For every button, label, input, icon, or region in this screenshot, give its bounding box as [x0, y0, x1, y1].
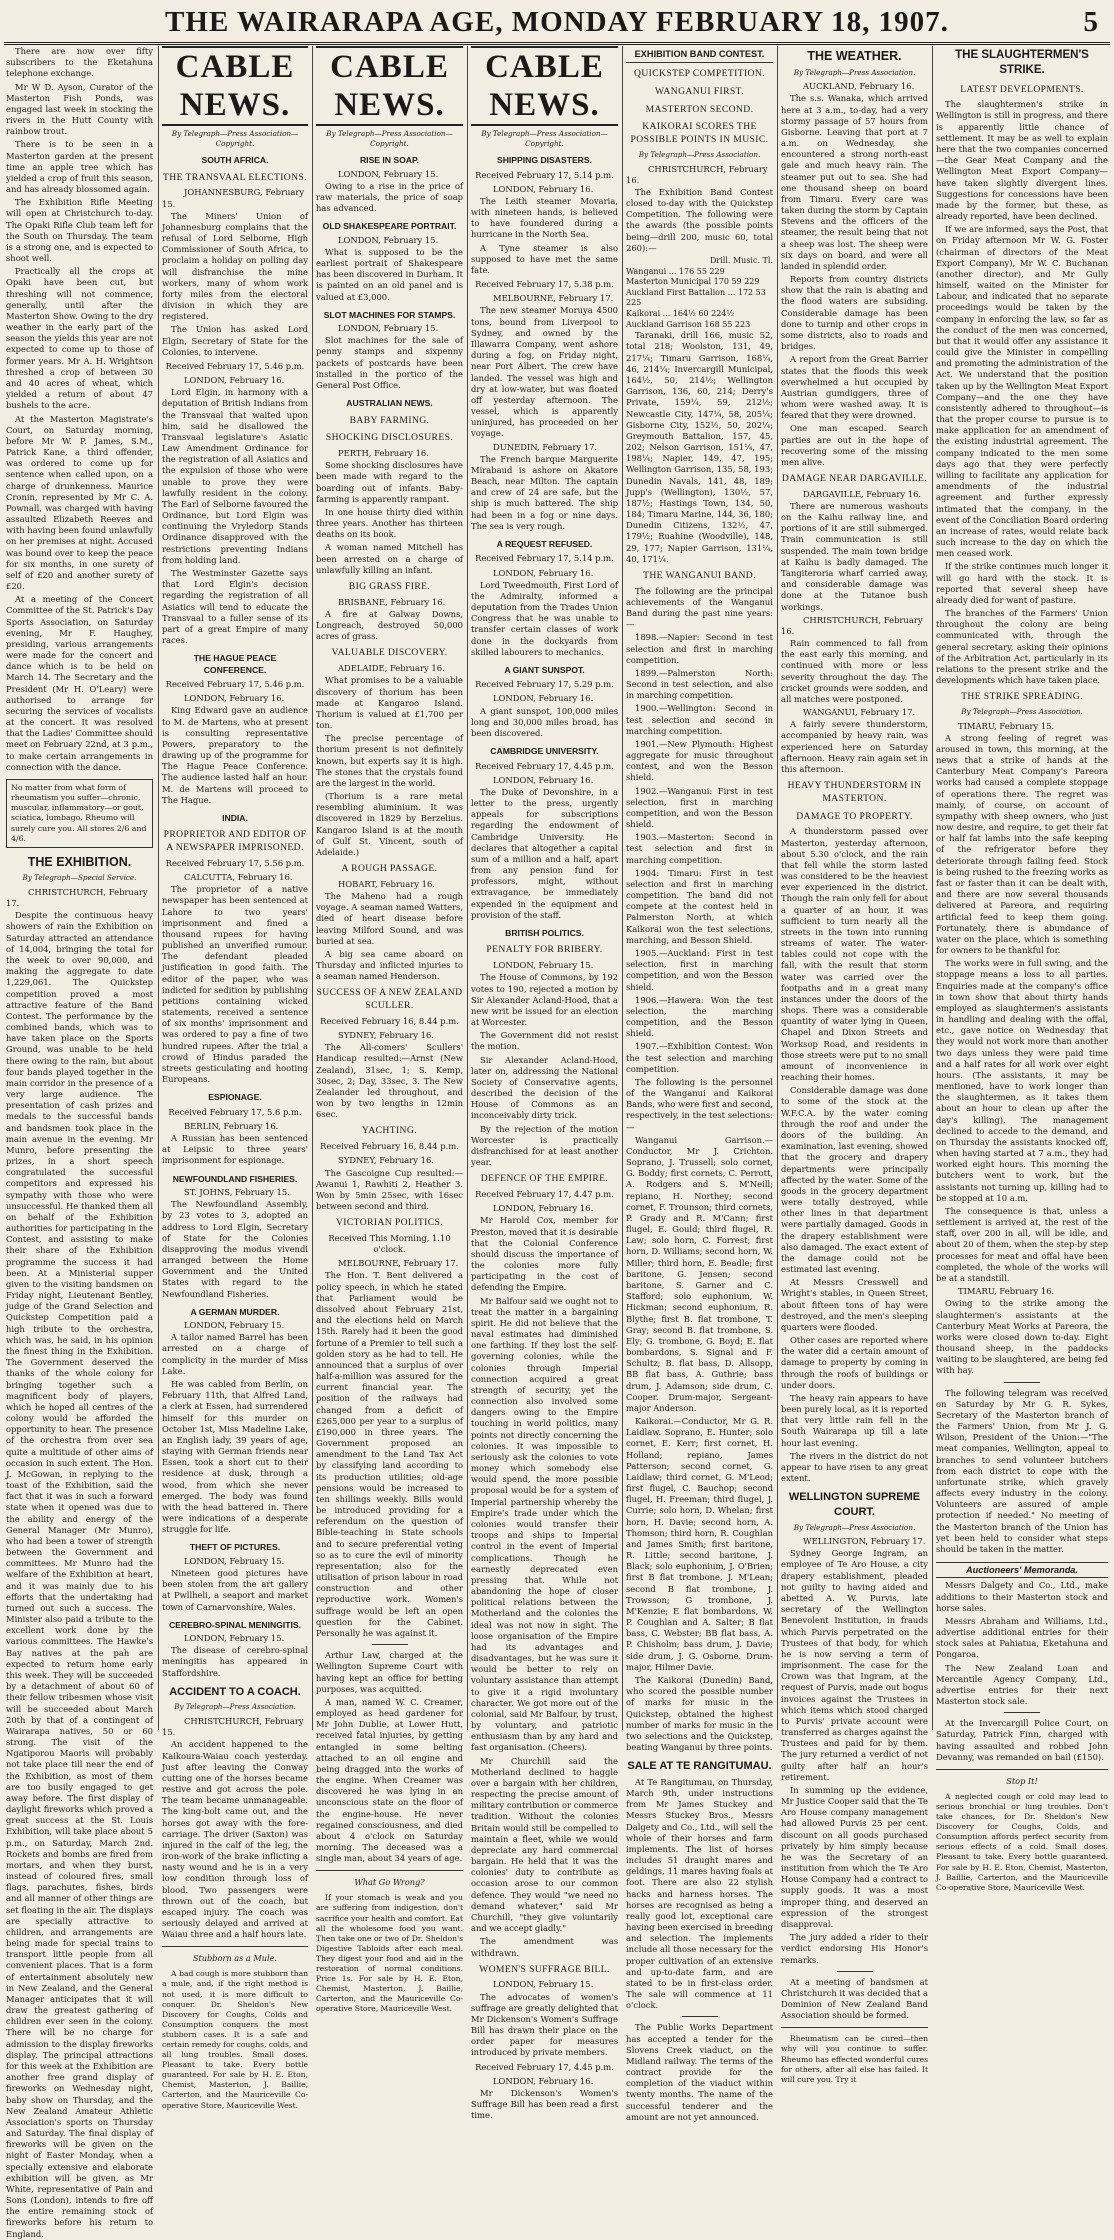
subheading: A ROUGH PASSAGE. [341, 863, 438, 875]
article-paragraph: The Leith steamer Movaria, with nineteen hands, is believed to have foundered during a hurricane in the North Sea. [471, 195, 618, 240]
cable-news-banner: CABLE NEWS. [162, 46, 308, 126]
section-heading: CAMBRIDGE UNIVERSITY. [490, 746, 599, 757]
received-time: Received February 17, 5.46 p.m. [165, 360, 305, 371]
article-paragraph: By the rejection of the motion Worcester is practically disfranchised for at least another year. [471, 1123, 618, 1168]
received-time: Received February 17, 5.56 p.m. [165, 857, 305, 868]
article-paragraph: At a meeting of the Concert Committee of the St. Patrick's Day Sports Association, on Saturday evening, Mr F. Haughey, presiding, various arrangements were made for the concert and dance which is to be held on March 14. The Secretary and the President (Mr H. O'Leary) were authorised to arrange for securing the services of vocalists at the concert. It was resolved that the Ladies' Committee should meet on February 22nd, at 3 p.m., to make certain arrangements in connection with the dance. [6, 594, 153, 772]
article-paragraph: If the strike continues much longer it will go hard with the stock. It is reported that several sheep have already died for want of pasture. [936, 561, 1108, 605]
results-row: Kaikorai ... 164½ 60 224½ [626, 309, 735, 319]
page-number: 5 [1083, 6, 1098, 38]
subheading: WOMEN'S SUFFRAGE BILL. [479, 1963, 610, 1975]
section-heading: A GERMAN MURDER. [190, 1306, 280, 1317]
dateline: TIMARU, February 15. [958, 720, 1055, 731]
results-row: Auckland First Battalion ... 172 53 225 [626, 287, 766, 308]
section-heading: EXHIBITION BAND CONTEST. [626, 48, 773, 63]
advert-heading: Stop It! [1006, 1775, 1038, 1786]
masthead [4, 4, 1110, 45]
subheading: HEAVY THUNDERSTORM IN MASTERTON. [787, 780, 922, 804]
subheading: BABY FARMING. [349, 414, 430, 426]
article-paragraph: Mr W D. Ayson, Curator of the Masterton Fish Ponds, was engaged last week in stocking the rivers in the Hutt County with rainbow trout. [6, 81, 153, 137]
dateline: PERTH, February 16. [338, 448, 429, 459]
article-paragraph: The House of Commons, by 192 votes to 190, rejected a motion by Sir Alexander Acland-Hood, that a new writ be issued for an election at Worcester. [471, 972, 618, 1028]
article-paragraph: Mr Balfour said we ought not to treat the matter in a bargaining spirit. He did not believe that the naval estimates had diminished one farthing. If they lost the self-governing colonies, while the colonies through Imperial connection acquired a great strength of security, yet the connection also involved some dangers owing to the Empire touching in world politics, many points not directly concerning the colonies. It was impossible to seriously ask the colonies to vote money which somebody else would spend, the more possible proposal would be for a system of Imperial partnership whereby the Empire's trade under which the colonies would transfer their troops and ships to Imperial control in the event of Imperial complications. Though he earnestly deprecated even pressing that. While not abandoning the hope of closer political relations between the Motherland and the colonies the ideal was not now in sight. The loose organisation of the Empire had its advantages and disadvantages, but he was sure it would be better to rely on voluntary assistance than attempt to give it a rigid involuntary character. We got more out of the colonial, said Mr Balfour, by trust, by voluntary, and patriotic enthusiasm than by any hard and fast organisation. (Cheers). [471, 1295, 618, 1753]
article-paragraph: The works were in full swing, and the stoppage means a loss to all parties. Enquiries made at the company's office in town show that about thirty hands employed as slaughtermen's assistants in handling and dealing with the offal, etc., gave notice on Wednesday that they would not work more than another two days unless they were paid time and a half rates for all work over eight hours. (The assistants, it may be mentioned, have to work longer than the slaughtermen, as it takes them about an hour to clean up after the day's killing). The management declined to accede to the demand, and on Thursday the assistants knocked off, when having started at 7 a.m., they had worked eight hours. This morning the butchers went to work, but the assistants not turning up, killing had to be stopped at 10 a.m. [936, 958, 1108, 1203]
column-cable-news-3 [471, 46, 618, 2121]
divider [781, 2027, 928, 2028]
dateline: LONDON, February 15. [338, 323, 439, 334]
article-paragraph: Sir Alexander Acland-Hood, later on, addressing the National Society of Conservative agents, described the decision of the House of Commons as an inconceivably dirty trick. [471, 1054, 618, 1121]
rheumo-advert: No matter from what form of rheumatism you suffer—chronic, muscular, inflammatory—or gout, sciatica, lumbago, Rheumo will surely cure you. All stores 2/6 and 4/6. [6, 779, 153, 848]
dateline: CALCUTTA, February 16. [184, 872, 293, 883]
divider [936, 1769, 1108, 1770]
dateline: WANGANUI, February 17. [803, 707, 916, 718]
section-heading: WELLINGTON SUPREME COURT. [788, 1491, 921, 1518]
article-paragraph: A Tyne steamer is also supposed to have met the same fate. [471, 242, 618, 275]
article-paragraph: A giant sunspot, 100,000 miles long and 30,000 miles broad, has been discovered. [471, 705, 618, 738]
dateline: WELLINGTON, February 17. [803, 1536, 926, 1547]
article-paragraph: Reports from country districts show that the rain is abating and the flood waters are subsiding. Considerable damage has been done to turnip and other crops in some districts, also to roads and bridges. [781, 274, 928, 352]
article-paragraph: The Exhibition Rifle Meeting will open at Christchurch to-day. The Opaki Rifle Club team left for the South on Thursday. The team is a strong one, and is expected to shoot well. [6, 197, 153, 264]
subheading: SHOCKING DISCLOSURES. [325, 432, 454, 444]
article-paragraph: The Exhibition Band Contest closed to-day with the Quickstep Competition. The following were the awards (the possible points being—drill 200, music 60, total 260):— [626, 186, 773, 253]
article-paragraph: 1901.—New Plymouth: Highest aggregate for music throughout contest, and won the Besson shield. [626, 738, 773, 783]
dateline: CHRISTCHURCH, February 17. [6, 886, 148, 909]
article-paragraph: One man escaped. Search parties are out in the hope of recovering some of the missing men alive. [781, 423, 928, 467]
byline: By Telegraph—Press Association. [638, 149, 761, 159]
article-paragraph: The precise percentage of thorium present is not definitely known, but experts say it is high. The stones that the crystals found are the largest in the world. [316, 733, 463, 788]
subheading: VALUABLE DISCOVERY. [331, 647, 448, 659]
advert-text: A neglected cough or cold may lead to serious bronchial or lung troubles. Don't take chances, for Dr. Sheldon's New Discovery for Coughs, Colds, and Consumption affords perfect security from serious effects of a cold. Small doses. Pleasant to take. Every bottle guaranteed. For sale by H. E. Eton, Chemist, Masterton, J. Baillie, Carterton, and the Mauriceville Co-operative Store, Mauriceville West. [936, 1791, 1108, 1892]
article-paragraph: Taranaki, drill 166, music 52, total 218; Woolston, 131, 49, 217¼; Timaru Garrison, 168¼, 46, 214¼; Invercargill Municipal, 164½, 50, 214½; Wellington Garrison, 136, 60, 214; Derry's Private, 159¼, 59, 212½; Newcastle City, 147¼, 58, 205¼; Gisborne City, 152½, 50, 202¼; Greymouth Battalion, 157, 45, 202; Nelson Garrison, 151¼, 47, 198¼; Napier, 149, 47, 195; Wellington Garrison, 135, 58, 193; Dunedin Navals, 141, 48, 189; Jupp's (Wellington), 130½, 57, 187½; Hastings Town, 134, 50, 184; Timaru Marine, 144, 36, 180; Dunedin Citizens, 132½, 47, 179½; Ruahine (Woodville), 148, 29, 177; Napier Garrison, 131¼, 40, 171¼. [626, 330, 773, 564]
article-paragraph: Nineteen good pictures have been stolen from the art gallery at Pwllheli, a seaport and market town of Carnarvonshire, Wales. [162, 1568, 308, 1612]
column-slaughtermen-strike [936, 46, 1108, 1892]
divider [1004, 1712, 1040, 1713]
section-heading: SOUTH AFRICA. [201, 155, 269, 166]
section-heading: THE SLAUGHTERMEN'S STRIKE. [955, 49, 1089, 77]
article-paragraph: Messrs Dalgety and Co., Ltd., make additions to their Masterton stock and horse sales. [936, 1580, 1108, 1613]
article-paragraph: The advocates of women's suffrage are greatly delighted that Mr Dickenson's Women's Suffrage Bill has drawn their place on the order paper for measures introduced by private members. [471, 1991, 618, 2058]
dateline: JOHANNESBURG, February 15. [162, 187, 305, 209]
advert-heading: Stubborn as a Mule. [192, 1953, 278, 1964]
article-paragraph: Sydney George Ingram, an employee of Te Aro House, a city drapery establishment, pleaded not guilty to having aided and abetted A. W. Purvis, late secretary of the Wellington Benevolent Institution, in frauds which Purvis perpetrated on the Trustees of that body, for which he is now serving a term of imprisonment. The case for the Crown was that Ingram, at the request of Purvis, made out bogus invoices against the Trustees in which items which stood charged to Purvis' private account were transferred as charges against the Trustees and paid for by them. The jury returned a verdict of not guilty after half an hour's retirement. [781, 1548, 928, 1782]
article-paragraph: A thunderstorm passed over Masterton, yesterday afternoon, about 5.30 o'clock, and the rain that fell while the storm lasted was considered to be the heaviest ever experienced in the district. Though the rain only fell for about a quarter of an hour, it was sufficient to turn nearly all the streets in the town into running streams of water. The water-tables could not cope with the fall, with the result that storm water was carried over the footpaths and in a great many instances under the doors of the shops. There was a considerable quantity of water lying in Queen, Chapel and Dixon Streets and Worksop Road, and residents in those streets were put to no small amount of inconvenience in reaching their homes. [781, 826, 928, 1083]
dateline: TIMARU, February 16. [958, 1286, 1055, 1297]
column-local-news [6, 46, 153, 2239]
received-time: Received February 17, 5.14 p.m. [475, 169, 614, 180]
article-paragraph: 1904: Timaru: First in test selection and first in marching competition. The band did not compete at the contest held in Palmerston North, at which Kaikorai won the test selections, marching, and Besson Shield. [626, 867, 773, 945]
subheading: YACHTING. [361, 1125, 418, 1137]
divider [1004, 1382, 1040, 1383]
section-heading: THEFT OF PICTURES. [189, 1542, 281, 1553]
article-paragraph: A fairly severe thunderstorm, accompanied by heavy rain, was experienced here on Saturday afternoon. Heavy rain again set in this afternoon. [781, 719, 928, 774]
subheading: QUICKSTEP COMPETITION. [633, 68, 766, 80]
section-heading: SALE AT TE RANGITUMAU. [627, 1760, 772, 1773]
subheading: VICTORIAN POLITICS. [335, 1217, 444, 1229]
byline: By Telegraph—Press Association. [793, 1522, 916, 1532]
advert-text: If your stomach is weak and you are suffering from indigestion, don't sacrifice your health and comfort. Eat all the wholesome food you want. Then take one or two of Dr. Sheldon's Digestive Tabloids after each meal. They digest your food and aid in the restoration of normal conditions. Price 1s. For sale by H. E. Eton, Chemist, Masterton, J. Baillie, Carterton, and the Mauriceville Co-operative Store, Mauriceville West. [316, 1893, 463, 2014]
article-paragraph: Other cases are reported where the water did a certain amount of damage to property by coming in through the roofs of buildings or under doors. [781, 1335, 928, 1390]
results-row: Wanganui ... 176 55 229 [626, 266, 725, 276]
article-paragraph: The proprietor of a native newspaper has been sentenced at Lahore to two years' imprisonment and fined a thousand rupees for having published an unverified rumour. The defendant pleaded justification in good faith. The editor of the paper, who was indicted for sedition by publishing petitions containing wicked statements, received a sentence of six months' imprisonment and was ordered to pay a fine of two hundred rupees. After the trial a crowd of Hindus paraded the streets gesticulating and hooting Europeans. [162, 884, 308, 1085]
byline: By Telegraph—Press Association. [793, 67, 916, 77]
article-paragraph: The Duke of Devonshire, in a letter to the press, urgently appeals for subscriptions regarding the endowment of Cambridge University. He declares that altogether a capital sum of a million and a half, apart from any pension fund for professors, might, without extravagance, be immediately expended in the equipment and provision of the staff. [471, 786, 618, 920]
dateline: HOBART, February 16. [338, 878, 435, 889]
received-time: Received February 17, 4.45 p.m. [475, 2061, 614, 2072]
dateline: LONDON, February 16. [493, 183, 594, 194]
byline: By Telegraph—Press Association—Copyright. [326, 129, 453, 148]
article-paragraph: Mr Harold Cox, member for Preston, moved that it is desirable that the Colonial Conference should discuss the importance of the colonies more fully participating in the cost of defending the Empire. [471, 1215, 618, 1293]
subheading: MASTERTON SECOND. [645, 103, 754, 115]
article-paragraph: 1900.—Wellington: Second in test selection and second in marching competition. [626, 703, 773, 736]
advert-text: A bad cough is more stubborn than a mule, and, if the right method is not used, it is more difficult to conquer. Dr. Sheldon's New Discovery for Coughs, Colds and Consumption conquers the most stubborn cases. It is a safe and certain remedy for coughs, colds, and all lung troubles. Small doses. Pleasant to take. Every bottle guaranteed. For sale by H. E. Eton, Chemist, Masterton, J. Baillie, Carterton, and the Mauriceville Co-operative Store, Mauriceville West. [162, 1969, 308, 2110]
subheading: THE WANGANUI BAND. [643, 569, 756, 581]
section-heading: AUSTRALIAN NEWS. [346, 398, 433, 409]
section-heading: OLD SHAKESPEARE PORTRAIT. [322, 221, 457, 232]
received-time: Received February 17, 5.46 p.m. [165, 679, 305, 690]
column-cable-news-1 [162, 46, 308, 2110]
article-paragraph: The amendment was withdrawn. [471, 1936, 618, 1958]
article-paragraph: The Maheno had a rough voyage. A seaman named Watters, died of heart disease before leaving Milford Sound, and was buried at sea. [316, 891, 463, 946]
column-band-contest [626, 46, 773, 2122]
article-paragraph: Lord Elgin, in harmony with a deputation of British Indians from the Transvaal that waited upon him, said he disallowed the Transvaal legislature's Asiatic Law Amendment Ordinance for the registration of all Asiatics and the expulsion of those who were unable to prove they were lawfully resident in the colony. The Earl of Selborne favoured the Ordinance, but Lord Elgin was continuing the Vryledorp Stands Ordinance disapproved with the restrictions preventing Indians from holding land. [162, 387, 308, 565]
article-paragraph: Despite the continuous heavy showers of rain the Exhibition on Saturday attracted an attendance of 14,004, bringing the total for the week to over 90,000, and making the aggregate to date 1,229,061. The Quickstep competition proved a most attractive feature of the Band Contest. The performance by the combined bands, which was to have taken place on the Sports Ground, was unable to be held there owing to the rain, but about four bands played together in the main corridor in the presence of a very large audience. The presentation of cash prizes and medals to the successful bands and bandsmen took place in the main avenue in the evening. Mr Munro, before presenting the prizes, in a short speech congratulated the successful competitors and expressed his sympathy with those who were unsuccessful. He thanked them all on behalf of the Exhibition authorities for participating in the Contest, and assisting to make their share of the Exhibition programme the success it had been. At a Ministerial supper given to the visiting bandsmen on Friday night, Lieutenant Bentley, judge of the Grand Selection and Quickstep Competition paid a high tribute to the orchestra, which was, he said, in his opinion the finest thing in the Exhibition. The Government deserved the thanks of the whole colony for bringing together such a magnificent body of players, which he hoped all centres of the colony would be afforded the opportunity to hear. The presence of the orchestra from over sea quite a multitude of other aims of occasion in such extent. The Hon. J. McGowan, in replying to the toast of the Exhibition, said the fact that it was in such a forward state when it opened was due to the ability and energy of the General Manager (Mr Munro), who had been a tower of strength between the Government and committees. Mr Munro had the welfare of the Exhibition at heart, and it was mainly due to his efforts that the undertaking had turned out such a success. The Minister also paid a tribute to the excellent work done by the various committees. The Hawke's Bay natives at the pah are expected to return home early this week. They will be succeeded by a detachment of about 60 of their fellow tribesmen whose visit will be succeeded about March 20th by that of a contingent of Wairarapa natives, 50 or 60 strong. The visit of the Ngatiporou Maoris will probably not take place till near the end of the Exhibition, as most of them are too busily engaged to get away before. The first display of daylight fireworks which proved a great success at the St. Louis Exhibition, will take place about 5 p.m., on Saturday, March 2nd. Rockets and bombs are fired from mortars, and when they burst, instead of coloured fires, small flags, parachutes, fishes, birds and all manner of other things are set floating in the air. The displays are specially attractive to children, and arrangements are being made for special trains to transport little people from all convenient places. That is a form of entertainment absolutely new in New Zealand, and the General Manager anticipates that it will draw the greatest gathering of children ever seen in the colony. There will be no charge for admission to the display fireworks display. The principal attractions for this week at the Exhibition are another free grand display of fireworks on Wednesday night, baby show on Thursday, and the New Zealand Amateur Athletic Association's sports on Thursday and Saturday. The final display of fireworks will be given on the night of Easter Monday, when a specially extensive and elaborate exhibition will be given, as Mr White, representative of Pain and Sons (London), intends to fire off the entire remaining stock of fireworks before his return to England. [6, 910, 153, 2239]
article-paragraph: The slaughtermen's strike in Wellington is still in progress, and there is apparently little chance of settlement. It may be as well to explain here that the two companies concerned—the Gear Meat Company and the Wellington Meat Export Company—have taken slightly divergent lines. Suggestions for concessions have been made by the former, but these, as already reported, have been declined. [936, 99, 1108, 222]
byline: By Telegraph—Press Association. [961, 707, 1083, 716]
received-time: Received February 17, 4.47 p.m. [475, 1189, 614, 1199]
article-paragraph: The rivers in the district do not appear to have risen to any great extent. [781, 1450, 928, 1484]
article-paragraph: Practically all the crops at Opaki have been cut, but threshing will not commence, generally, until after the Masterton Show. Owing to the dry weather in the early part of the season the yields this year are not expected to come up to those of former years. Mr A. H. Wrightson threshed a crop of between 30 and 40 acres of wheat, which yielded a return of about 47 bushels to the acre. [6, 266, 153, 411]
column-rule [467, 46, 468, 1730]
received-time: Received February 17, 5.38 p.m. [475, 279, 614, 290]
newspaper-title: THE WAIRARAPA AGE, MONDAY FEBRUARY 18, 1907. [165, 6, 949, 38]
subheading: PROPRIETOR AND EDITOR OF A NEWSPAPER IMPRISONED. [163, 829, 307, 854]
divider [316, 1870, 463, 1871]
article-paragraph: The Public Works Department has accepted a tender for the Slovens Creek viaduct, on the Midland railway. The terms of the contract provide for the completion of the viaduct within twenty months. The name of the successful tenderer and the amount are not yet announced. [626, 2022, 773, 2122]
article-paragraph: The Gascoigne Cup resulted:—Awanui 1, Rawhiti 2, Heather 3. Won by 5min 25sec, with 16sec between second and third. [316, 1167, 463, 1212]
results-row: Auckland Garrison 168 55 223 [626, 319, 751, 329]
article-paragraph: A woman named Mitchell has been arrested on a charge of unlawfully killing an infant. [316, 542, 463, 575]
byline: By Telegraph—Press Association—Copyright. [171, 129, 299, 148]
dateline: MELBOURNE, February 17. [338, 1258, 459, 1269]
section-heading: CEREBRO-SPINAL MENINGITIS. [168, 1619, 302, 1630]
article-paragraph: A tailor named Barrel has been arrested on a charge of complicity in the murder of Miss Lake. [162, 1332, 308, 1376]
article-paragraph: The jury added a rider to their verdict endorsing His Honor's remarks. [781, 1932, 928, 1965]
received-time: Received February 16, 8.44 p.m. [320, 1141, 459, 1152]
received-time: Received February 17, 5.6 p.m. [168, 1106, 302, 1117]
subheading: LATEST DEVELOPMENTS. [960, 83, 1084, 95]
column-rule [932, 46, 933, 1730]
cable-news-banner: CABLE NEWS. [471, 46, 618, 126]
divider [837, 1971, 873, 1972]
article-paragraph: A strong feeling of regret was aroused in town, this morning, at the news that a strike of hands at the Canterbury Meat Company's Pareora works had caused a complete stoppage of operations there. The regret was mainly, of course, on account of sympathy with sheep owners, who just now desire, and require, to get their fat or half fat lambs into the safe keeping of the refrigerator before they deteriorate through failing feed. Stock is being rushed to the freezing works as fast or faster than it can be dealt with, and there are now several thousands delivered at Pareora, and requiring artificial feed to keep them going. Fortunately, there is abundance of water on the place, which is something for owners to be thankful for. [936, 732, 1108, 956]
article-paragraph: A report from the Great Barrier states that the floods this week overwhelmed a hut occupied by Austrian gumdiggers, three of whom were washed away. It is feared that they were drowned. [781, 354, 928, 421]
section-heading: RISE IN SOAP. [359, 155, 420, 166]
article-paragraph: There are numerous washouts on the Kaihu railway line, and portions of it are still submerged. Train communication is still suspended. The main town bridge at Kaihu is badly damaged. The Tangiteroria wharf carried away, and considerable damage was done at the Tutanoe bush workings. [781, 500, 928, 612]
section-heading: Auctioneers' Memoranda. [936, 1562, 1108, 1578]
dateline: LONDON, February 16. [184, 693, 285, 704]
article-paragraph: Kaikorai.—Conductor, Mr G. R. Laidlaw. Soprano, E. Hunter; solo cornet, E. Kerr; first cornet, H. Holland; repiano, James Patterson; second cornet, G. Laidlaw; third cornet, G. M'Leod; first flugel, C. Bauchop; second flugel, H. Freeman; third flugel, J. Currie; solo horn, D. Whelan; first horn, H. Davie; second horn, A. Thomson; third horn, R. Coughlan and James Smith; first baritone, R. Little; second baritone, J. Black; solo euphonium, J. O'Brien; first B flat trombone, J. M'Lean; second B flat trombone, J. Trowsson; G trombone, J. M'Kenzie; E flat bombardons, W. P. Coughlan and A. Salter; B flat bass, C. Webster; BB flat bass, A. P. Chisholm; bass drum, J. Davie; side drum, J. G. Osborne. Drum-major, Hilmer Davie. [626, 1416, 773, 1672]
article-paragraph: The Miners' Union of Johannesburg complains that the refusal of Lord Selborne, High Commissioner of South Africa, to proclaim a holiday on polling day will disfranchise the mine workers, many of whom work forty miles from the electoral division in which they are registered. [162, 210, 308, 322]
article-paragraph: At Messrs Cresswell and Wright's stables, in Queen Street, about fifteen tons of hay were destroyed, and the men's sleeping quarters were flooded. [781, 1277, 928, 1332]
column-rule [158, 46, 159, 1730]
dateline: LONDON, February 15. [493, 960, 594, 971]
section-heading: THE WEATHER. [807, 49, 902, 63]
dateline: DUNEDIN, February 17. [493, 441, 598, 452]
divider [372, 1644, 408, 1645]
section-heading: ESPIONAGE. [208, 1092, 262, 1103]
dateline: ST. JOHNS, February 15. [184, 1187, 290, 1197]
received-time: Received February 17, 5.14 p.m. [475, 553, 614, 564]
article-paragraph: Arthur Law, charged at the Wellington Supreme Court with having kept an office for betting purposes, was acquitted. [316, 1650, 463, 1694]
subheading: THE TRANSVAAL ELECTIONS. [162, 171, 307, 183]
article-paragraph: In one house thirty died within three years. Another has thirteen deaths on its book. [316, 506, 463, 540]
article-paragraph: The New Zealand Loan and Mercantile Agency Company, Ltd., advertise entries for their next Masterton stock sale. [936, 1662, 1108, 1707]
article-paragraph: At the Invercargill Police Court, on Saturday, Patrick Finn, charged with having assaulted and robbed John Devanny, was remanded on bail (£150). [936, 1718, 1108, 1762]
subheading: BIG GRASS FIRE. [348, 580, 431, 592]
article-paragraph: The Newfoundland Assembly, by 23 votes to 3, adopted an address to Lord Elgin, Secretary of State for the Colonies disapproving the modus vivendi arranged between the Home Government and the United States with regard to the Newfoundland Fisheries. [162, 1199, 308, 1299]
byline: By Telegraph—Special Service. [22, 873, 137, 883]
dateline: LONDON, February 16. [493, 567, 594, 578]
advert-text: Rheumatism can be cured—then why will you continue to suffer. Rheumo has effected wonderful cures for others, after all else has failed. It will cure you. Try it [781, 2034, 928, 2084]
received-time: Received February 17, 4.45 p.m. [475, 760, 614, 771]
dateline: AUCKLAND, February 16. [803, 81, 915, 92]
dateline: LONDON, February 16. [493, 1203, 594, 1214]
article-paragraph: 1906.—Hawera: Won the test selection, the marching competition, and the Besson shield. [626, 994, 773, 1039]
article-paragraph: The Kaikorai (Dunedin) Band, who scored the possible number of marks for music in the Quickstep, obtained the highest number of marks for music in the two selections and the Quickstep, beating Wanganui by three points. [626, 1675, 773, 1753]
article-paragraph: 1903.—Masterton: Second in test selection and first in marching competition. [626, 832, 773, 865]
dateline: LONDON, February 15. [184, 1633, 285, 1644]
dateline: CHRISTCHURCH, February 16. [626, 163, 768, 185]
article-paragraph: Rain commenced to fall from the east early this morning, and continued with more or less severity throughout the day. The cricket grounds were sodden, and all matches were postponed. [781, 638, 928, 704]
section-heading: THE EXHIBITION. [27, 854, 132, 869]
article-paragraph: The Government did not resist the motion. [471, 1030, 618, 1052]
article-paragraph: A man, named W. C. Creamer, employed as head gardener for Mr John Dublie, at Lower Hutt, received fatal injuries, by getting entangled in some belting attached to an oil engine and being dragged into the works of the engine. When Creamer was discovered he was lying in an unconscious state on the floor of the engine-house. He never regained consciousness, and died about 4 o'clock on Saturday morning. The deceased was a single man, about 34 years of age. [316, 1696, 463, 1864]
article-paragraph: The new steamer Moruya 4500 tons, bound from Liverpool to Sydney, and owned by the Illawarra Company, went ashore during a fog, on Friday night, near Port Albert. The crew have landed. The vessel was high and dry at low-water, but was floated off yesterday afternoon. The vessel, which is apparently uninjured, has proceeded on her voyage. [471, 305, 618, 439]
subheading: DEFENCE OF THE EMPIRE. [480, 1173, 609, 1185]
dateline: SYDNEY, February 16. [338, 1030, 434, 1041]
article-paragraph: 1899.—Palmerston North: Second in test selection, and also in marching competition. [626, 667, 773, 701]
article-paragraph: Owing to a rise in the price of raw materials, the price of soap has advanced. [316, 180, 463, 214]
dateline: DARGAVILLE, February 16. [803, 488, 922, 499]
article-paragraph: What is supposed to be the earliest portrait of Shakespeare has been discovered in Durham. It is painted on an old panel and is valued at £3,000. [316, 246, 463, 302]
article-paragraph: He was cabled from Berlin, on February 11th, that Alfred Land, a clerk at Essen, had surrendered himself for this murder on October 1st, Miss Madeline Lake, an English lady, 39 years of age, staying with German friends near Essen, took a short cut to their residence at dusk, through a wood, from which she never emerged. The body was found with the head battered in. There were indications of a desperate struggle for life. [162, 1379, 308, 1535]
article-paragraph: Messrs Abraham and Williams, Ltd., advertise additional entries for their stock sales at Pahiatua, Eketahuna and Pongaroa. [936, 1615, 1108, 1660]
section-heading: A GIANT SUNSPOT. [504, 664, 585, 675]
divider [162, 1946, 308, 1947]
article-paragraph: The heavy rain appears to have been purely local, as it is reported that very little rain fell in the South Wairarapa up till a late hour last evening. [781, 1392, 928, 1448]
dateline: LONDON, February 16. [493, 774, 594, 785]
article-paragraph: The following are the principal achievements of the Wanganui Band during the past nine years:— [626, 585, 773, 630]
results-table-header: Drill. Music. Tl. [709, 255, 773, 265]
article-paragraph: Lord Tweedmouth, First Lord of the Admiralty, informed a deputation from the Trades Union Congress that he was unable to transfer certain classes of work done in the dockyards from skilled labourers to mechanics. [471, 579, 618, 657]
section-heading: INDIA. [222, 812, 248, 823]
column-rule [777, 46, 778, 1730]
results-row: Masterton Municipal 170 59 229 [626, 277, 760, 287]
article-paragraph: The branches of the Farmers' Union throughout the colony are being communicated with, through the general secretary, asking their opinions of the Arbitration Act, particularly in its relations to the present strike and the developments which have taken place. [936, 608, 1108, 686]
article-paragraph: The French barque Marguerite Mirabaud is ashore on Akatore Beach, near Milton. The captain and crew of 24 are safe, but the ship is much battered. The ship had been in a fog or nine days. The sea is very rough. [471, 453, 618, 531]
subheading: SUCCESS OF A NEW ZEALAND SCULLER. [316, 987, 463, 1012]
dateline: BERLIN, February 16. [184, 1120, 279, 1131]
article-paragraph: The Westminster Gazette says that Lord Elgin's decision regarding the registration of all Asiatics will tend to educate the Transvaal to a fuller sense of its part of a great Empire of many races. [162, 568, 308, 646]
dateline: SYDNEY, February 16. [338, 1155, 434, 1166]
article-paragraph: There are now over fifty subscribers to the Eketahuna telephone exchange. [6, 46, 153, 79]
article-paragraph: Mr Dickenson's Women's Suffrage Bill has been read a first time. [471, 2087, 618, 2121]
dateline: MELBOURNE, February 17. [493, 293, 614, 304]
column-rule [312, 46, 313, 1730]
article-paragraph: A Russian has been sentenced at Leipsic to three years' imprisonment for espionage. [162, 1133, 308, 1166]
article-paragraph: The Union has asked Lord Elgin, Secretary of State for the Colonies, to intervene. [162, 324, 308, 357]
subheading: PENALTY FOR BRIBERY. [486, 944, 603, 956]
article-paragraph: Some shocking disclosures have been made with regard to the boarding out of infants. Baby-farming is apparently rampant. [316, 460, 463, 504]
article-paragraph: If we are informed, says the Post, that on Friday afternoon Mr W. G. Foster (chairman of directors of the Meat Export Company), Mr W. C. Buchanan (another director), and Mr Gully himself, waited on the Minister for Labour, and indicated that no separate proceedings would be taken by the company in enforcing the law, so far as the conduct of the men was concerned, but that it would offer any assistance it could give the Minister in compelling and promoting the administration of the Act. We understand that the position taken up by the Wellington Meat Export Company—and the one they have consistently adhered to throughout—is that the proper course to pursue is to make application for an amendment of the existing industrial agreement. The company indicated to the men some days ago that they were perfectly willing to facilitate any application for amendments of the industrial agreement and further expressly intimated that the company, in the event of the Conciliation Board ordering an increase of rates, would relate back such increase to the day on which the men ceased work. [936, 224, 1108, 559]
subheading: THE STRIKE SPREADING. [961, 691, 1083, 703]
article-paragraph: There is to be seen in a Masterton garden at the present time an apple tree which has yielded a crop of fruit this season, and has already blossomed again. [6, 139, 153, 195]
article-paragraph: 1902.—Wanganui: First in test selection, first in marching competition, and won the Besson shield. [626, 785, 773, 830]
column-weather [781, 46, 929, 2084]
received-time: Received February 16, 8.44 p.m. [320, 1015, 459, 1026]
section-heading: ACCIDENT TO A COACH. [169, 1685, 301, 1698]
article-paragraph: Slot machines for the sale of penny stamps and sixpenny packets of postcards have been installed in the portico of the General Post Office. [316, 335, 463, 390]
article-paragraph: The All-comers' Scullers' Handicap resulted:—Arnst (New Zealand), 31sec, 1; S. Kemp, 30sec, 2; Day, 33sec, 3. The New Zealander led throughout, and won by two lengths in 12min 6sec. [316, 1042, 463, 1120]
dateline: BRISBANE, February 16. [338, 596, 446, 607]
article-paragraph: In summing up the evidence, Mr Justice Cooper said that the Te Aro House company management had allowed Purvis 25 per cent. discount on all goods purchased privately by him simply because he was the Secretary of an institution from which the Te Aro House Company had a contract to supply goods. It was a most improper thing, and deserved an expression of the strongest disapproval. [781, 1784, 928, 1929]
byline: By Telegraph—Press Association—Copyright. [481, 129, 608, 148]
article-paragraph: An accident happened to the Kaikoura-Waiau coach yesterday. Just after leaving the Conway cutting one of the horses became restive and got across the pole. The team became unmanageable. The king-bolt came out, and the horses got away with the fore-carriage. The driver (Saxton) was injured in the calf of the leg, the iron-work of the brake inflicting a nasty wound and he is in a very low condition through loss of blood. Two passengers were thrown out of the coach, but escaped injury. The coach was seriously delayed and arrived at Waiau three and a half hours late. [162, 1739, 308, 1940]
article-paragraph: Owing to the strike among the slaughtermen's assistants at the Canterbury Meat Works at Pareora, the works were closed down to-day. Eight thousand sheep, in the paddocks waiting to be slaughtered, are being fed with hay. [936, 1298, 1108, 1376]
section-heading: SHIPPING DISASTERS. [496, 155, 593, 166]
dateline: LONDON, February 15. [338, 234, 439, 245]
column-rule [622, 46, 623, 1730]
article-paragraph: King Edward gave an audience to M. de Martens, who at present is consulting representative Powers, preparatory to the drawing up of the programme for The Hague Peace Conference. The audience lasted half an hour. M. de Martens will proceed to The Hague. [162, 705, 308, 805]
article-paragraph: The Hon. T. Bent delivered a policy speech, in which he stated that Parliament would be dissolved about February 21st, and the elections held on March 15th. Rarely had it been the good fortune of a Premier to tell such a golden story as he had to tell. He announced that a surplus of over half-a-million was assured for the current financial year. The position of the railways had changed from a deficit of £265,000 per year to a surplus of £190,000 in three years. The Government proposed an amendment to the Land Tax Act by classifying land according to its production utilities; old-age pensions would be increased to ten shillings weekly. Bills would be introduced providing for a referendum on the question of Bible-teaching in State schools and to secure preferential voting so as to cure the evil of minority representation; also for the utilisation of prison labour in road construction and other reproductive work. Women's suffrage would be left an open question for the Cabinet. Personally he was against it. [316, 1270, 463, 1638]
dateline: LONDON, February 16. [493, 2075, 594, 2086]
section-heading: SLOT MACHINES FOR STAMPS. [323, 309, 456, 320]
dateline: LONDON, February 15. [184, 1320, 285, 1331]
byline: By Telegraph—Press Association. [174, 1702, 296, 1712]
article-paragraph: The following is the personnel of the Wanganui and Kaikorai Bands, who were first and second, respectively, in the test selections:— [626, 1076, 773, 1132]
dateline: LONDON, February 15. [338, 168, 439, 179]
article-paragraph: At the Masterton Magistrate's Court, on Saturday morning, before Mr W. P. James, S.M., Patrick Kane, a third offender, was ordered to come up for sentence when called upon, on a charge of drunkenness. Maurice Cronin, represented by Mr C. A. Pownall, was charged with having assaulted Elizabeth Reeves and with having been found unlawfully on her premises at night. Accused was bound over to keep the peace for six months, in one surety of self of £20 and another surety of £20. [6, 413, 153, 592]
article-paragraph: 1905.—Auckland: First in test selection, first in marching competition, and won the Besson shield. [626, 948, 773, 992]
dateline: LONDON, February 15. [184, 1555, 285, 1566]
section-heading: BRITISH POLITICS. [505, 927, 584, 938]
article-paragraph: 1907.—Exhibition Contest: Won the test selection and marching competition. [626, 1041, 773, 1074]
dateline: CHRISTCHURCH, February 16. [781, 614, 923, 636]
dateline: CHRISTCHURCH, February 15. [162, 1716, 304, 1738]
received-time: Received February 17, 5.29 p.m. [475, 679, 614, 690]
article-paragraph: The s.s. Wanaka, which arrived here at 3 a.m., to-day, had a very stormy passage of 57 hours from Gisborne. Leaving that port at 7 a.m. on Wednesday, she encountered a strong north-east gale and much heavy rain. The steamer put out to sea. She had one thousand sheep on board from Timaru. Every care was taken during the storm by Captain Stevens and the officers of the steamer, the result being that not a sheep was lost. The sheep were six days on board, and were all landed in splendid order. [781, 93, 928, 271]
subheading: DAMAGE TO PROPERTY. [796, 810, 913, 822]
article-paragraph: At Te Rangitumau, on Thursday, March 9th, under instructions from Mr James Stuckey and Messrs Stuckey Bros., Messrs Dalgety and Co., Ltd., will sell the whole of their horses and farm implements. The list of horses includes 51 draught mares and geldings, 11 mares having foals at foot. There are also 22 stylish hacks and harness horses. The horses are recognised as being a really good lot, exceptional care having been exercised in breeding and selection. The implements include all those necessary for the proper cultivation of an extensive and up-to-date farm, and are stated to be in first-class order. The sale will commence at 11 o'clock. [626, 1776, 773, 2011]
dateline: ADELAIDE, February 16. [338, 663, 445, 674]
article-paragraph: The disease of cerebro-spinal meningitis has appeared in Staffordshire. [162, 1645, 308, 1678]
dateline: LONDON, February 15. [493, 1979, 594, 1990]
received-time: Received This Morning, 1.10 o'clock. [328, 1232, 451, 1255]
subheading: WANGANUI FIRST. [655, 85, 744, 97]
section-heading: NEWFOUNDLAND FISHERIES. [172, 1173, 298, 1184]
advert-heading: What Go Wrong? [354, 1877, 425, 1888]
article-paragraph: What promises to be a valuable discovery of thorium has been made at Kangaroo Island. Thorium is valued at £1,700 per ton. [316, 675, 463, 731]
article-paragraph: A fire at Galway Downs, Longreach, destroyed 50,000 acres of grass. [316, 608, 463, 642]
subheading: DAMAGE NEAR DARGAVILLE. [781, 473, 928, 485]
article-paragraph: Wanganui Garrison.—Conductor, Mr J. Crichton. Soprano, J. Trussell; solo cornet, G. Boddy; first cornets, C. Perrott, A. Rodgers and S. M'Neill; repiano, H. Northey; second cornet, F. Trounson; third cornets, P. Grady and R. M'Cann; first flugel, E. Gould; third flugel, R. Law; solo horn, C. Forrest; first horn, D. Williams; second horn, W. Miller; third horn, E. Beadle; first baritone, G. Jensen; second baritone, S. Garner and C. Stafford; solo euphonium, W. Hickman; second euphonium, R. Blythe; first B. flat trombone, T. Gray; second B. flat trombone, S. Ely; G. trombone, G. Boyd; E. flat bombardons, S. Signal and F. Schultz; B. flat bass, D. Allsopp, BB flat bass, A. Guthrie; bass drum, J. Adamson; side drum, C. Cooper. Drum-major, Sergeant-major Anderson. [626, 1134, 773, 1413]
article-paragraph: Considerable damage was done to some of the stock at the W.F.C.A. by the water coming through the roof and under the doors of the building. An examination, last evening, showed that the grocery and drapery departments were principally affected by the water. Some of the goods in the grocery department were totally destroyed, while other lines in that department were partially damaged. Goods in the drapery establishment were also damaged. The exact extent of the damage could not be estimated last evening. [781, 1085, 928, 1275]
article-paragraph: 1898.—Napier: Second in test selection and first in marching competition. [626, 632, 773, 665]
divider [682, 2016, 718, 2017]
subheading: KAIKORAI SCORES THE POSSIBLE POINTS IN MUSIC. [630, 121, 769, 146]
article-paragraph: (Thorium is a rare metal resembling aluminium. It was discovered in 1829 by Berzelius. Kangaroo Island is at the mouth of Gulf St. Vincent, south of Adelaide.) [316, 791, 463, 857]
column-cable-news-2 [316, 46, 463, 2014]
article-paragraph: A big sea came aboard on Thursday and inflicted injuries to a seaman named Henderson. [316, 948, 463, 982]
article-paragraph: The consequence is that, unless a settlement is arrived at, the rest of the staff, over 200 in all, will be idle, and about 20 of them, when the step-by step processes for meat and offal have been completed, the whole of the works will be at a standstill. [936, 1205, 1108, 1283]
article-paragraph: The following telegram was received on Saturday by Mr G. R. Sykes, Secretary of the Masterton branch of the Farmers' Union, from Mr J. G. Wilson, President of the Union:—"The meat companies, Wellington, appeal to branches to send volunteer butchers from each district to cope with the unfortunate strike, which gravely affects every industry in the colony. Volunteers are assured of ample protection if needed." No meeting of the Masterton branch of the Union has yet been held to consider what steps should be taken in the matter. [936, 1387, 1108, 1554]
dateline: LONDON, February 16. [184, 375, 285, 386]
section-heading: THE HAGUE PEACE CONFERENCE. [193, 653, 277, 675]
dateline: LONDON, February 16. [493, 693, 594, 704]
article-paragraph: At a meeting of bandsmen at Christchurch it was decided that a Dominion of New Zealand Band Association should be formed. [781, 1976, 929, 2021]
section-heading: A REQUEST REFUSED. [496, 538, 593, 549]
cable-news-banner: CABLE NEWS. [316, 46, 463, 126]
article-paragraph: Mr Churchill said the Motherland declined to haggle over a bargain with her children, respecting the precise amount of military contribution or commerce tradition. Without the colonies Britain would still be compelled to maintain a fleet, while we would depreciate any hard commercial bargain. He held that it was the colonies' duty to contribute as occasion arose to our common defence. They would "we need no demand whatever," said Mr Churchill, "they give voluntarily and we accept gladly." [471, 1755, 618, 1934]
